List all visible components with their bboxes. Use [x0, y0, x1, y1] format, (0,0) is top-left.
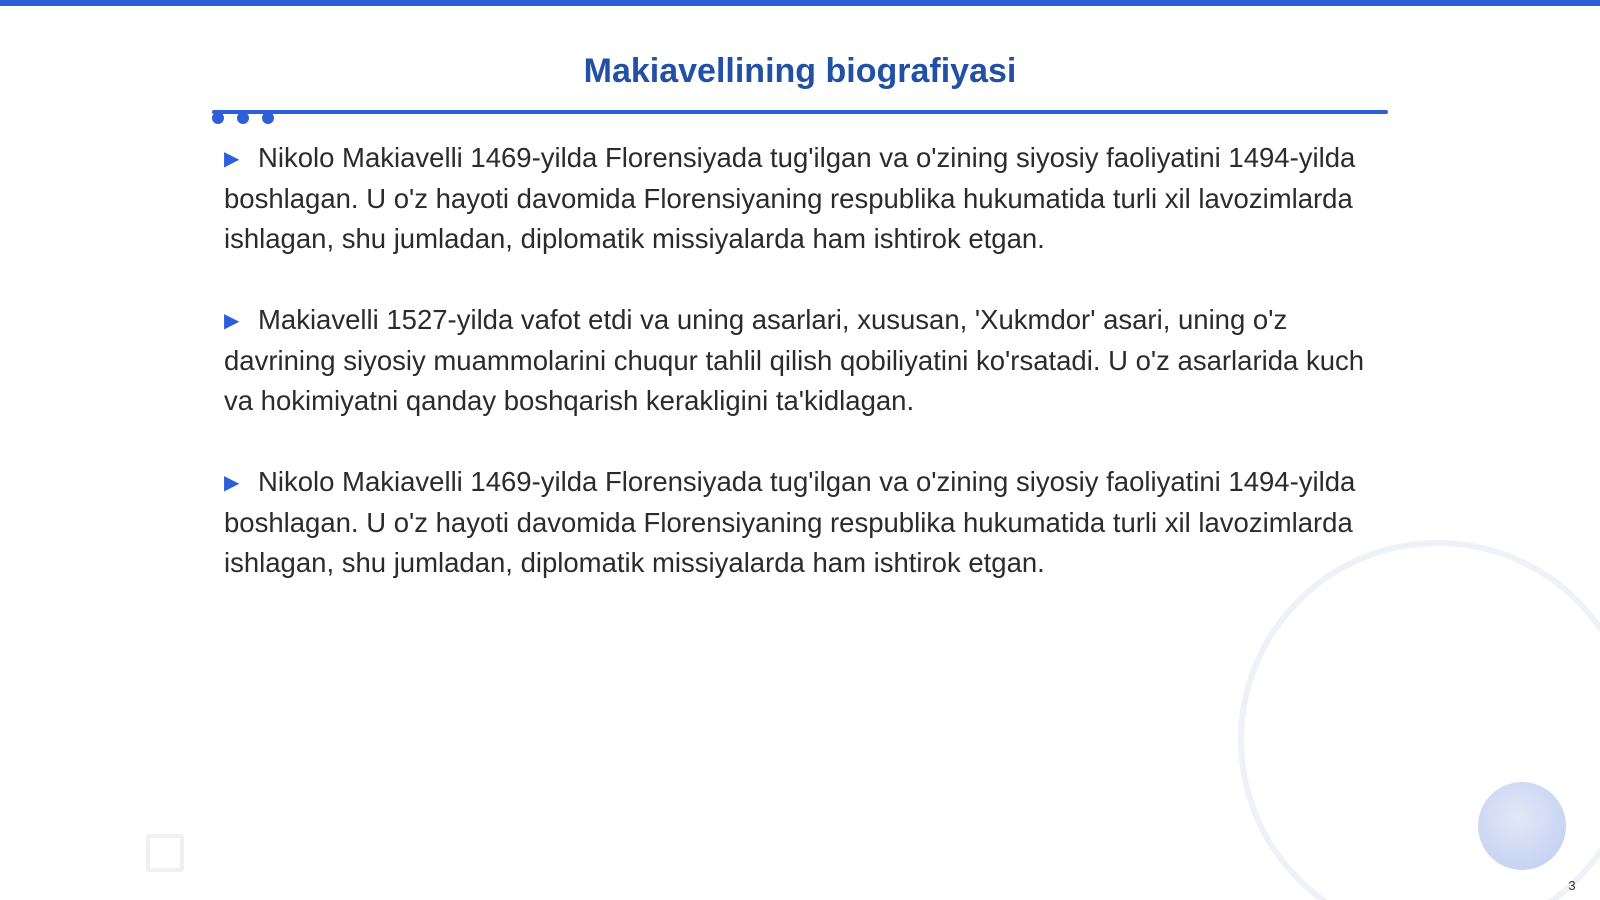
bullet-arrow-icon: ▶ [224, 310, 240, 332]
decorative-circle [1478, 782, 1566, 870]
decor-dot [237, 112, 249, 124]
bullet-arrow-icon: ▶ [224, 148, 240, 170]
bullet-text: Nikolo Makiavelli 1469-yilda Florensiyada tug'ilgan va o'zining siyosiy faoliyatini 1494-yilda boshlagan. U o'z hayoti davomida Florensiyaning respublika hukumatida turli xil lavozimlarda ishlagan, shu jumladan, diplomatik missiyalarda ham ishtirok etgan. [224, 466, 1356, 578]
bullet-item [224, 300, 1374, 421]
bullet-arrow-icon: ▶ [224, 472, 240, 494]
bullet-item [224, 138, 1374, 259]
bullet-list [224, 138, 1374, 624]
bullet-item [224, 462, 1374, 583]
page-number: 3 [1568, 878, 1576, 893]
top-accent-bar [0, 0, 1600, 6]
title-underline [212, 110, 1388, 114]
decor-dot [262, 112, 274, 124]
slide-title: Makiavellining biografiyasi [583, 52, 1017, 90]
title-dots-decoration [212, 112, 282, 126]
decorative-square [146, 834, 184, 872]
decor-dot [212, 112, 224, 124]
bullet-text: Makiavelli 1527-yilda vafot etdi va uning asarlari, xususan, 'Xukmdor' asari, uning o'z davrining siyosiy muammolarini chuqur tahlil qilish qobiliyatini ko'rsatadi. U o'z asarlarida kuch va hokimiyatni qanday boshqarish kerakligini ta'kidlagan. [224, 304, 1365, 416]
bullet-text: Nikolo Makiavelli 1469-yilda Florensiyada tug'ilgan va o'zining siyosiy faoliyatini 1494-yilda boshlagan. U o'z hayoti davomida Florensiyaning respublika hukumatida turli xil lavozimlarda ishlagan, shu jumladan, diplomatik missiyalarda ham ishtirok etgan. [224, 142, 1356, 254]
